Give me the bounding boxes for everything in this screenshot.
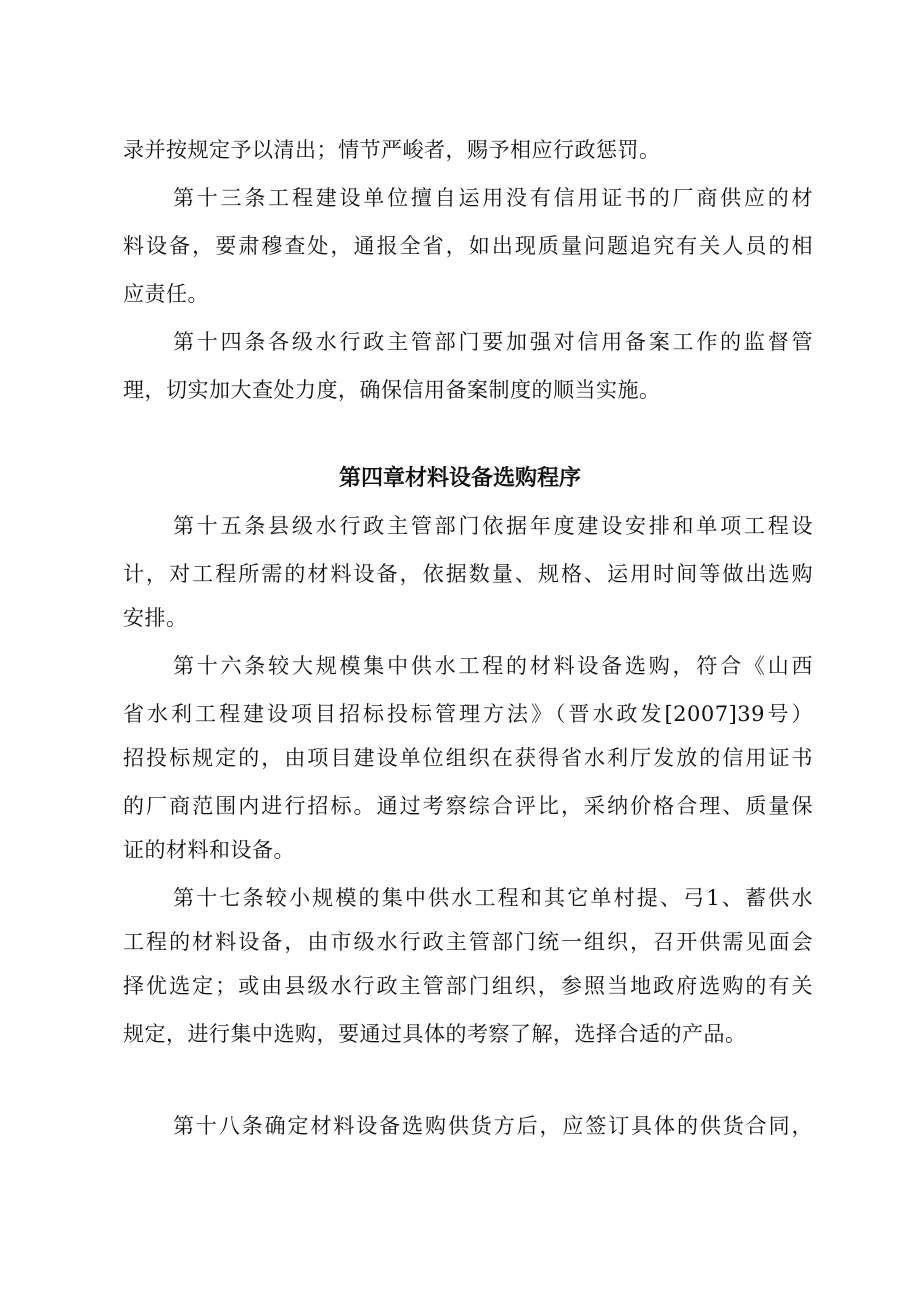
paragraph-line: 录并按规定予以清出；情节严峻者，赐予相应行政惩罚。	[123, 138, 661, 162]
paragraph-line: 第十三条工程建设单位擅自运用没有信用证书的厂商供应的材	[173, 186, 813, 210]
paragraph-line: 省水利工程建设项目招标投标管理方法》（晋水政发[2007]39号）	[123, 702, 813, 726]
paragraph-line: 的厂商范围内进行招标。通过考察综合评比，采纳价格合理、质量保	[123, 794, 813, 818]
paragraph-line: 规定，进行集中选购，要通过具体的考察了解，选择合适的产品。	[123, 1022, 747, 1046]
paragraph-line: 证的材料和设备。	[123, 838, 295, 862]
paragraph-line: 第十四条各级水行政主管部门要加强对信用备案工作的监督管	[173, 330, 813, 354]
paragraph-line: 招投标规定的，由项目建设单位组织在获得省水利厅发放的信用证书	[123, 746, 813, 770]
paragraph-line: 料设备，要肃穆查处，通报全省，如出现质量问题追究有关人员的相	[123, 234, 813, 258]
paragraph-line: 工程的材料设备，由市级水行政主管部门统一组织，召开供需见面会	[123, 930, 813, 954]
paragraph-line: 第十五条县级水行政主管部门依据年度建设安排和单项工程设	[173, 514, 813, 538]
paragraph-line: 第十七条较小规模的集中供水工程和其它单村提、弓1、蓄供水	[173, 886, 813, 910]
paragraph-line: 应责任。	[123, 282, 209, 306]
paragraph-line: 理，切实加大查处力度，确保信用备案制度的顺当实施。	[123, 378, 661, 402]
paragraph-line: 择优选定；或由县级水行政主管部门组织，参照当地政府选购的有关	[123, 974, 813, 998]
paragraph-line: 安排。	[123, 606, 188, 630]
chapter-heading: 第四章材料设备选购程序	[338, 466, 581, 491]
paragraph-line: 第十八条确定材料设备选购供货方后，应签订具体的供货合同，	[173, 1114, 813, 1138]
paragraph-line: 计，对工程所需的材料设备，依据数量、规格、运用时间等做出选购	[123, 562, 813, 586]
paragraph-line: 第十六条较大规模集中供水工程的材料设备选购，符合《山西	[173, 654, 813, 678]
